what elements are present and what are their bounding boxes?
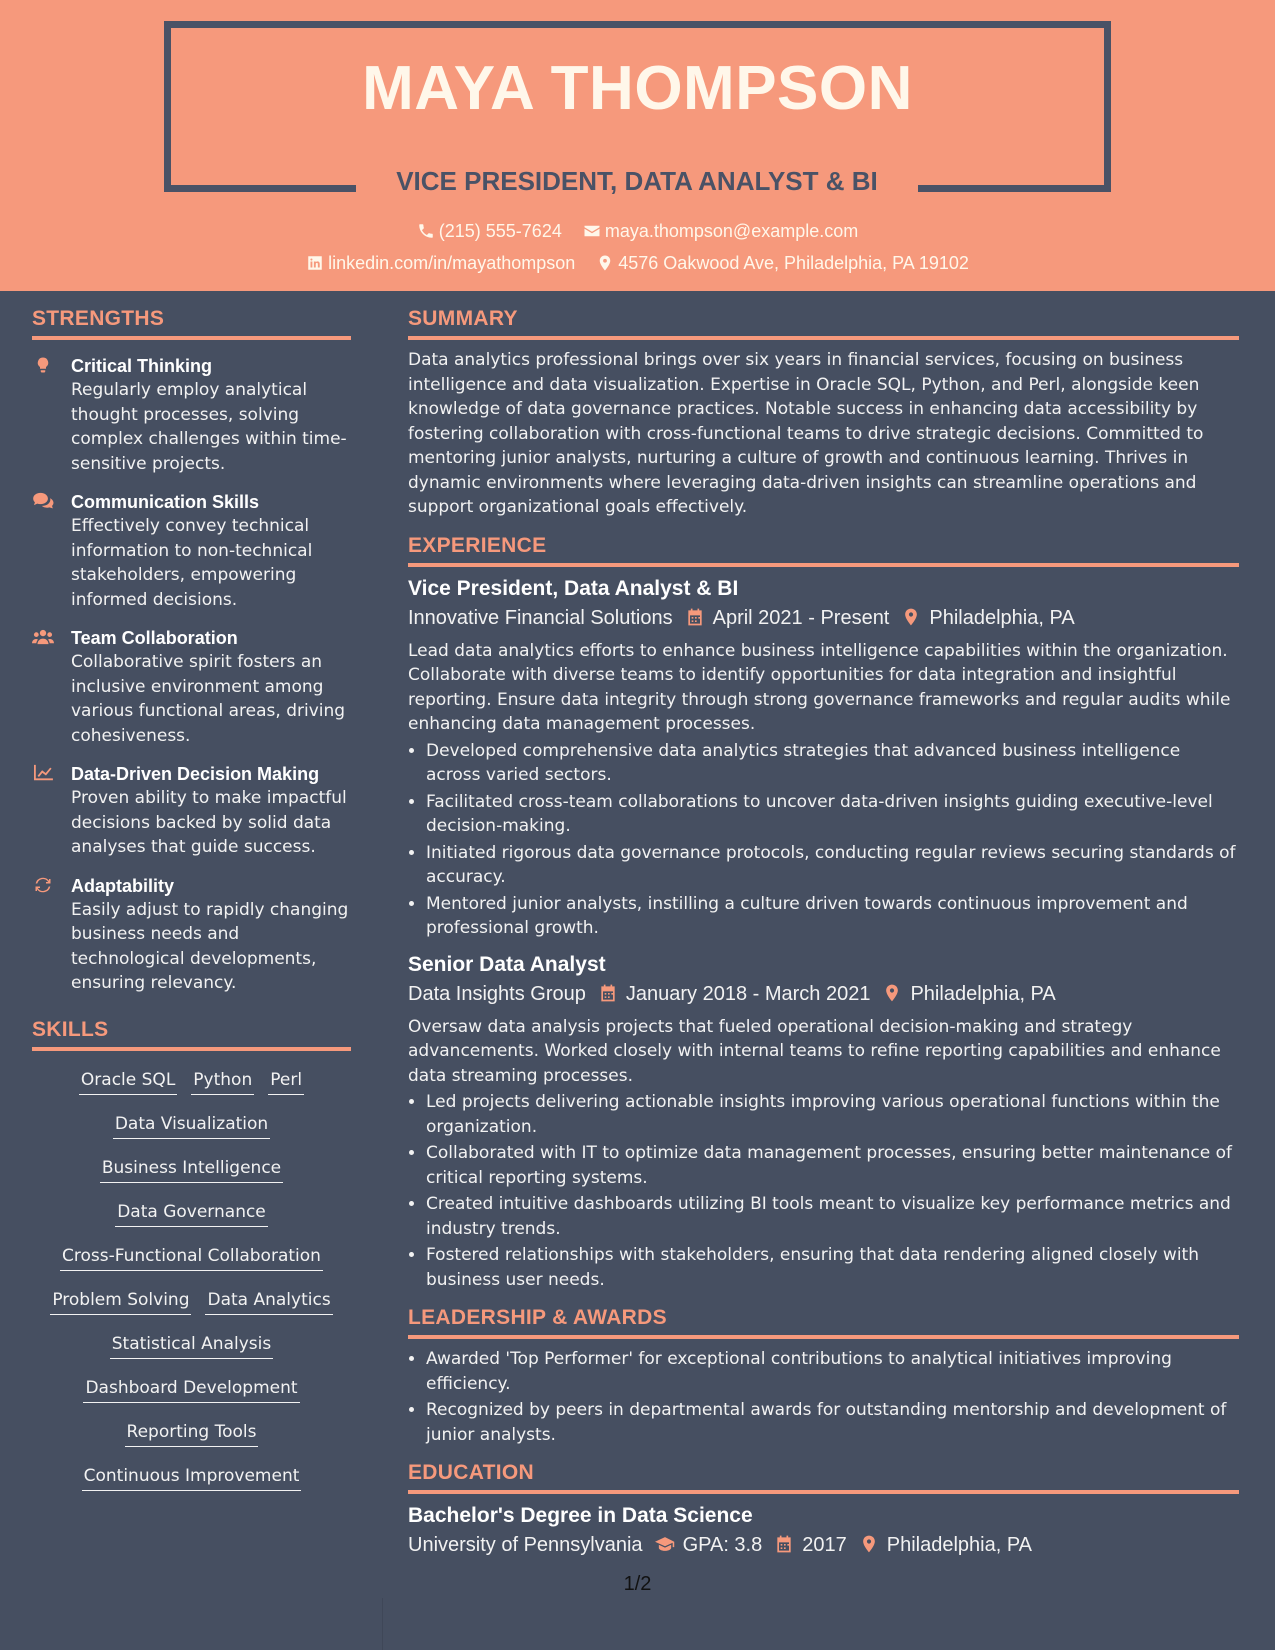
job-meta (408, 979, 1239, 1009)
strength-desc: Proven ability to make impactful decisions backed by solid data analyses that guide success. (71, 788, 347, 857)
skill-tag: Dashboard Development (83, 1376, 299, 1403)
job-bullets (426, 1090, 1239, 1292)
strength-name: Communication Skills (71, 492, 260, 512)
skill-row (32, 1200, 351, 1227)
left-column (32, 291, 351, 1491)
right-column (408, 291, 1239, 1566)
users-icon (32, 628, 56, 648)
bullet-item: • Initiated rigorous data governance protocols, conducting regular reviews securing standards of accuracy. (426, 841, 1239, 890)
graduation-year: 2017 (802, 1534, 847, 1556)
summary-text: Data analytics professional brings over six years in financial services, focusing on business intelligence and data visualization. Expertise in Oracle SQL, Python, and Perl, alongside keen knowledge of data governance practices. Notable success in enhancing data accessibility by fostering collaboration with cross-functional teams to drive strategic decisions. Committed to mentoring junior analysts, nurturing a culture of growth and continuous learning. Thrives in dynamic environments where leveraging data-driven insights can streamline operations and support organizational goals effectively. (408, 350, 1204, 517)
bullet-item: • Awarded 'Top Performer' for exceptional contributions to analytical initiatives improving efficiency. (426, 1347, 1239, 1396)
job-dates: April 2021 - Present (712, 606, 890, 629)
job-location: Philadelphia, PA (929, 606, 1075, 629)
leadership-bullets (426, 1347, 1239, 1447)
skill-row (32, 1068, 351, 1095)
calendar-icon (774, 1534, 794, 1554)
job-meta (408, 603, 1239, 633)
bullet-item: • Led projects delivering actionable insights improving various operational functions within the organization. (426, 1090, 1239, 1139)
bullet-item: • Recognized by peers in departmental awards for outstanding mentorship and development of junior analysts. (426, 1398, 1239, 1447)
skill-tag: Statistical Analysis (110, 1332, 273, 1359)
strength-name: Critical Thinking (71, 356, 213, 376)
education-meta (408, 1530, 1239, 1560)
bullet-item: • Facilitated cross-team collaborations to uncover data-driven insights guiding executive-level decision-making. (426, 790, 1239, 839)
strengths-heading: STRENGTHS (32, 307, 351, 340)
address-text: 4576 Oakwood Ave, Philadelphia, PA 19102 (618, 253, 969, 273)
strength-item (32, 874, 351, 996)
strength-name: Team Collaboration (71, 628, 238, 648)
strength-desc: Effectively convey technical information to non-technical stakeholders, empowering informed decisions. (71, 516, 313, 610)
skill-row (32, 1420, 351, 1447)
skill-tag: Cross-Functional Collaboration (60, 1244, 323, 1271)
strength-item (32, 762, 351, 860)
summary-heading: SUMMARY (408, 307, 1239, 340)
strength-desc: Regularly employ analytical thought processes, solving complex challenges within time-sensitive projects. (71, 380, 347, 474)
bullet-item: • Developed comprehensive data analytics strategies that advanced business intelligence across varied sectors. (426, 739, 1239, 788)
job-description: Lead data analytics efforts to enhance business intelligence capabilities within the organization. Collaborate with diverse teams to identify opportunities for data integration and insightful reporting. Ensure data integrity through strong governance frameworks and regular audits while enhancing data management processes. (408, 640, 1231, 734)
skill-tag: Oracle SQL (79, 1068, 177, 1095)
comments-icon (32, 492, 56, 512)
email-item[interactable] (583, 222, 858, 240)
skill-tag: Python (191, 1068, 254, 1095)
contact-row-2 (0, 254, 1275, 272)
phone-item[interactable] (417, 222, 562, 240)
job-title: Senior Data Analyst (408, 952, 606, 976)
address-item (596, 254, 969, 272)
strength-name: Data-Driven Decision Making (71, 764, 320, 784)
job-entry (408, 575, 1239, 941)
linkedin-icon (306, 254, 324, 272)
job-entry (408, 951, 1239, 1293)
linkedin-item[interactable] (306, 254, 575, 272)
strength-name: Adaptability (71, 875, 175, 896)
skill-tag: Business Intelligence (100, 1156, 283, 1183)
strength-item (32, 354, 351, 476)
chart-line-icon (32, 764, 56, 784)
skill-tag: Reporting Tools (125, 1420, 259, 1447)
strength-item (32, 490, 351, 612)
skill-tag: Problem Solving (50, 1288, 191, 1315)
degree-title: Bachelor's Degree in Data Science (408, 1504, 753, 1527)
phone-icon (417, 222, 435, 240)
job-company: Data Insights Group (408, 982, 586, 1005)
map-marker-icon (901, 607, 921, 627)
education-location: Philadelphia, PA (886, 1534, 1033, 1556)
map-marker-icon (596, 254, 614, 272)
skill-row (32, 1288, 351, 1315)
resume-header (0, 0, 1275, 291)
job-dates: January 2018 - March 2021 (625, 982, 871, 1005)
strength-desc: Collaborative spirit fosters an inclusive environment among various functional areas, driving cohesiveness. (71, 652, 346, 746)
sync-icon (32, 876, 56, 896)
phone-text: (215) 555-7624 (438, 221, 562, 241)
skill-tag: Data Analytics (205, 1288, 332, 1315)
graduation-cap-icon (655, 1534, 675, 1554)
bullet-item: • Collaborated with IT to optimize data management processes, ensuring better maintenance of critical reporting systems. (426, 1141, 1239, 1190)
email-text: maya.thompson@example.com (604, 221, 859, 241)
skill-row (32, 1156, 351, 1183)
skill-row (32, 1332, 351, 1359)
education-heading: EDUCATION (408, 1461, 1239, 1494)
strength-desc: Easily adjust to rapidly changing business needs and technological developments, ensuring relevancy. (71, 899, 349, 993)
page-number: 1/2 (623, 1573, 652, 1595)
contact-row-1 (0, 222, 1275, 240)
job-location: Philadelphia, PA (910, 982, 1056, 1005)
skills-heading: SKILLS (32, 1018, 351, 1051)
bullet-item: • Mentored junior analysts, instilling a culture driven towards continuous improvement and professional growth. (426, 892, 1239, 941)
leadership-heading: LEADERSHIP & AWARDS (408, 1306, 1239, 1339)
map-marker-icon (859, 1534, 879, 1554)
gpa: GPA: 3.8 (682, 1534, 763, 1556)
bullet-item: • Created intuitive dashboards utilizing BI tools meant to visualize key performance metrics and industry trends. (426, 1192, 1239, 1241)
lightbulb-icon (32, 356, 56, 376)
school-name: University of Pennsylvania (408, 1534, 643, 1556)
experience-heading: EXPERIENCE (408, 534, 1239, 567)
skill-row (32, 1112, 351, 1139)
calendar-icon (598, 983, 618, 1003)
skill-tag: Data Governance (115, 1200, 268, 1227)
skill-tag: Continuous Improvement (82, 1464, 302, 1491)
linkedin-text: linkedin.com/in/mayathompson (328, 253, 576, 273)
skill-row (32, 1244, 351, 1271)
skill-tag: Perl (268, 1068, 304, 1095)
skill-row (32, 1464, 351, 1491)
skills-list (32, 1068, 351, 1491)
strength-item (32, 626, 351, 748)
candidate-name: MAYA THOMPSON (362, 54, 913, 123)
job-bullets (426, 739, 1239, 941)
skill-tag: Data Visualization (113, 1112, 270, 1139)
bullet-item: • Fostered relationships with stakeholders, ensuring that data rendering aligned closely with business user needs. (426, 1243, 1239, 1292)
envelope-icon (583, 222, 601, 240)
map-marker-icon (882, 983, 902, 1003)
skill-row (32, 1376, 351, 1403)
job-company: Innovative Financial Solutions (408, 606, 673, 629)
calendar-icon (685, 607, 705, 627)
job-description: Oversaw data analysis projects that fueled operational decision-making and strategy advancements. Worked closely with internal teams to refine reporting capabilities and enhance data streaming processes. (408, 1016, 1221, 1086)
job-title: Vice President, Data Analyst & BI (408, 576, 739, 600)
candidate-title: VICE PRESIDENT, DATA ANALYST & BI (396, 166, 878, 196)
